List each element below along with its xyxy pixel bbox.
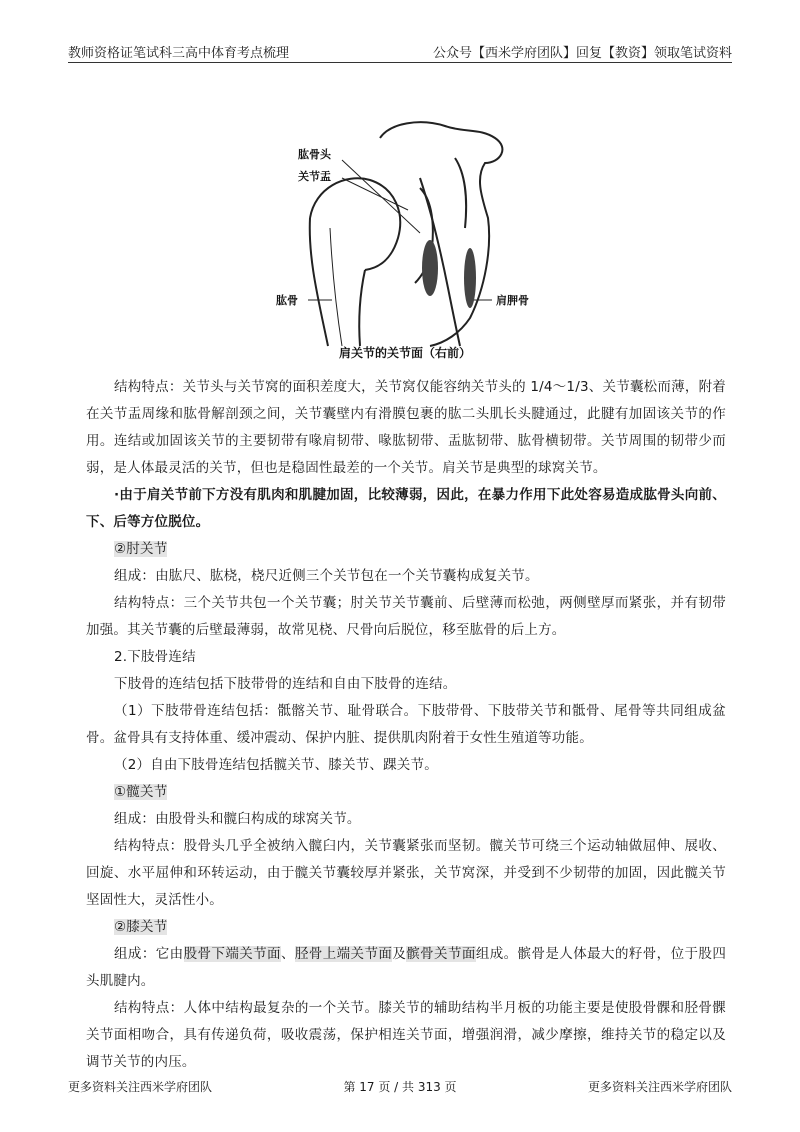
paragraph-hip-structure: 结构特点：股骨头几乎全被纳入髋臼内，关节囊紧张而坚韧。髋关节可绕三个运动轴做屈伸、展收、回旋、水平屈伸和环转运动，由于髋关节囊较厚并紧张，关节窝深，并受到不少韧带的加固，因此髋关节坚固性大，灵活性小。 (86, 838, 726, 908)
paragraph-lower-limb-intro: 下肢骨的连结包括下肢带骨的连结和自由下肢骨的连结。 (114, 676, 457, 692)
knee-text-d: 组成。髌骨是人体最大的籽骨，位于股四头肌腱内。 (86, 946, 727, 989)
shoulder-joint-figure (270, 118, 540, 368)
knee-text-b: 、 (280, 946, 295, 962)
heading-hip-text: ①髋关节 (114, 784, 168, 800)
heading-elbow-text: ②肘关节 (114, 541, 168, 557)
heading-lower-limb: 2.下肢骨连结 (114, 649, 196, 665)
heading-hip (86, 779, 726, 806)
paragraph-knee-structure: 结构特点：人体中结构最复杂的一个关节。膝关节的辅助结构半月板的功能主要是使股骨髁和胫骨髁关节面相吻合，具有传递负荷，吸收震荡，保护相连关节面，增强润滑，减少摩擦，维持关节的稳定以及调节关节的内压。 (86, 1000, 726, 1070)
paragraph-elbow-composition: 组成：由肱尺、肱桡，桡尺近侧三个关节包在一个关节囊构成复关节。 (114, 568, 539, 584)
footer-right-text: 更多资料关注西米学府团队 (587, 1080, 732, 1094)
paragraph-pelvic-girdle: （1）下肢带骨连结包括：骶髂关节、耻骨联合。下肢带骨、下肢带关节和骶骨、尾骨等共同组成盆骨。盆骨具有支持体重、缓冲震动、保护内脏、提供肌肉附着于女性生殖道等功能。 (86, 703, 726, 746)
label-humerus: 肱骨 (276, 294, 298, 307)
paragraph-shoulder-structure: 结构特点：关节头与关节窝的面积差度大，关节窝仅能容纳关节头的 1/4～1/3、关节囊松而薄，附着在关节盂周缘和肱骨解剖颈之间，关节囊壁内有滑膜包裹的肱二头肌长头腱通过，此腱有加固该关节的作用。连结或加固该关节的主要韧带有喙肩韧带、喙肱韧带、盂肱韧带、肱骨横韧带。关节周围的韧带少而弱，是人体最灵活的关节，但也是稳固性最差的一个关节。肩关节是典型的球窝关节。 (86, 379, 726, 476)
paragraph-free-lower-limb: （2）自由下肢骨连结包括髋关节、膝关节、踝关节。 (114, 757, 438, 773)
header-left-text: 教师资格证笔试科三高中体育考点梳理 (68, 46, 290, 61)
label-glenoid: 关节盂 (298, 170, 331, 183)
knee-text-a: 组成：它由 (114, 946, 184, 962)
page-number: 第 17 页 / 共 313 页 (343, 1080, 457, 1094)
heading-knee (86, 914, 726, 941)
footer-left-text: 更多资料关注西米学府团队 (68, 1080, 213, 1094)
paragraph-elbow-structure: 结构特点：三个关节共包一个关节囊；肘关节关节囊前、后壁薄而松弛，两侧壁厚而紧张，并有韧带加强。其关节囊的后壁最薄弱，故常见桡、尺骨向后脱位，移至肱骨的后上方。 (86, 595, 726, 638)
heading-elbow (86, 536, 726, 563)
knee-highlight-femur: 股骨下端关节面 (183, 946, 281, 962)
label-humeral-head: 肱骨头 (298, 148, 331, 161)
label-scapula: 肩胛骨 (496, 294, 529, 307)
page-header (68, 40, 732, 63)
paragraph-shoulder-dislocation: ·由于肩关节前下方没有肌肉和肌腱加固，比较薄弱，因此，在暴力作用下此处容易造成肱骨头向前、下、后等方位脱位。 (86, 487, 726, 530)
knee-text-c: 及 (392, 946, 407, 962)
figure-caption: 肩关节的关节面（右前） (338, 346, 471, 360)
heading-knee-text: ②膝关节 (114, 919, 168, 935)
knee-highlight-tibia: 胫骨上端关节面 (294, 946, 393, 962)
paragraph-knee-composition (86, 941, 726, 995)
paragraph-hip-composition: 组成：由股骨头和髋臼构成的球窝关节。 (114, 811, 361, 827)
knee-highlight-patella: 髌骨关节面 (406, 946, 476, 962)
header-right-text: 公众号【西米学府团队】回复【教资】领取笔试资料 (432, 46, 732, 61)
document-body (86, 374, 726, 1076)
